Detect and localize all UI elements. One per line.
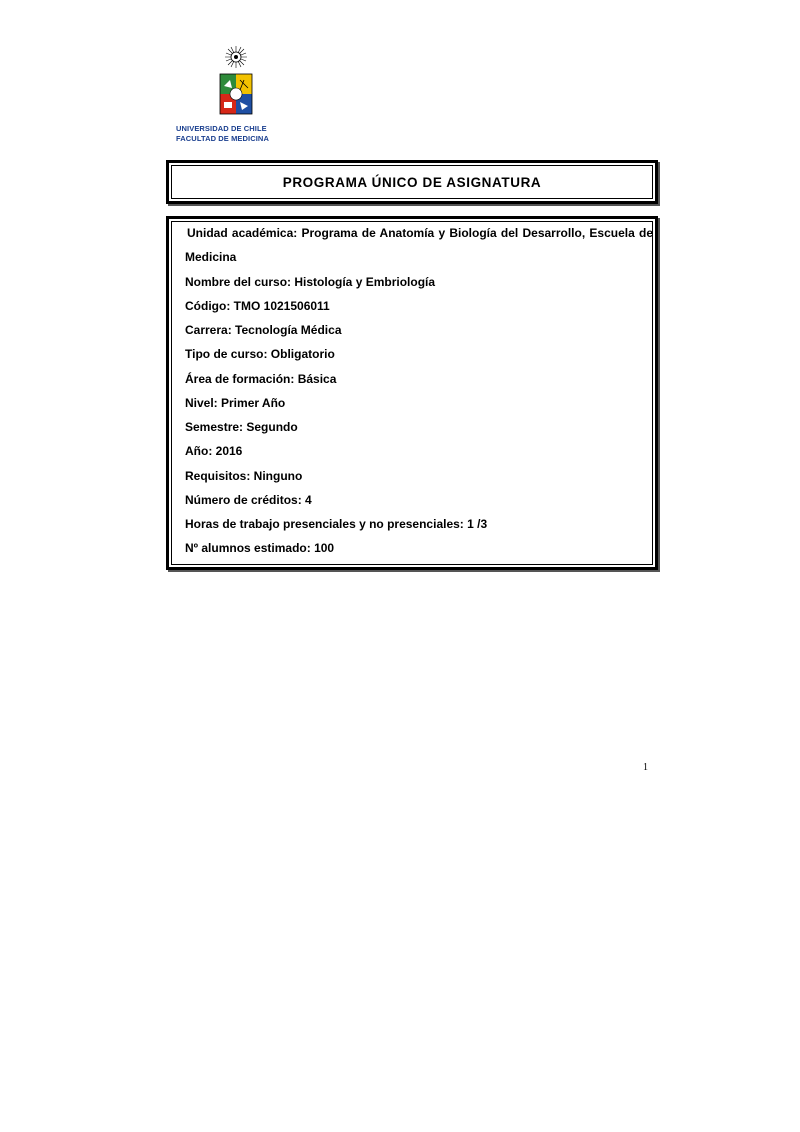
nombre-curso: Nombre del curso: Histología y Embriología [185, 275, 436, 289]
university-name: UNIVERSIDAD DE CHILE [176, 124, 267, 133]
university-crest-logo [216, 44, 256, 120]
unidad-academica-line1: Unidad académica: Programa de Anatomía y Biología del Desarrollo, Escuela de [187, 226, 653, 240]
area-formacion: Área de formación: Básica [185, 372, 337, 386]
page-title: PROGRAMA ÚNICO DE ASIGNATURA [282, 174, 542, 190]
unidad-academica-line2: Medicina [185, 250, 237, 264]
numero-alumnos: Nº alumnos estimado: 100 [185, 541, 335, 555]
horas-trabajo: Horas de trabajo presenciales y no presenciales: 1 /3 [185, 517, 488, 531]
faculty-name: FACULTAD DE MEDICINA [176, 134, 269, 143]
page-number: 1 [643, 762, 648, 773]
anio: Año: 2016 [185, 444, 243, 458]
title-box [166, 160, 658, 204]
course-info-box [166, 216, 658, 570]
nivel: Nivel: Primer Año [185, 396, 286, 410]
codigo: Código: TMO 1021506011 [185, 299, 330, 313]
numero-creditos: Número de créditos: 4 [185, 493, 312, 507]
semestre: Semestre: Segundo [185, 420, 298, 434]
requisitos: Requisitos: Ninguno [185, 469, 303, 483]
carrera: Carrera: Tecnología Médica [185, 323, 342, 337]
tipo-curso: Tipo de curso: Obligatorio [185, 347, 335, 361]
